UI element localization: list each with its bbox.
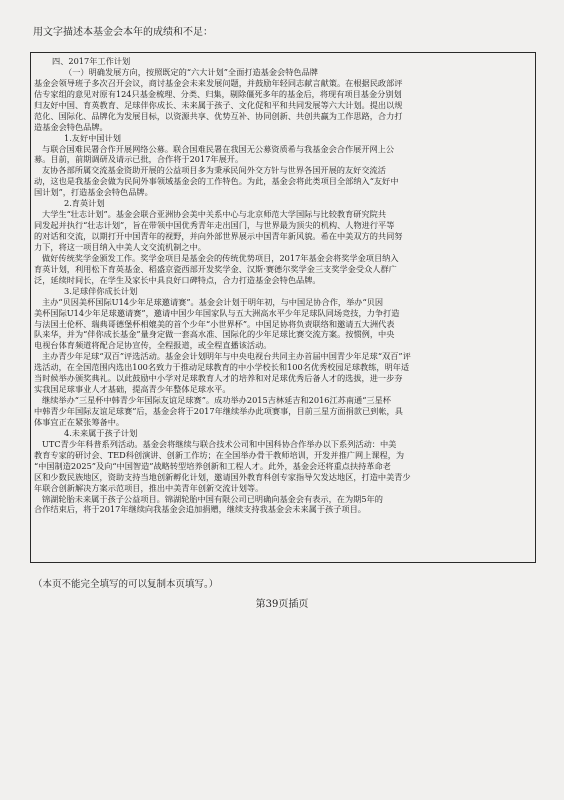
text-line: 当时候举办颁奖典礼。以此鼓励中小学对足球教育人才的培养和对足球优秀后备人才的选拔，进一步夯	[34, 373, 403, 384]
text-line: 做好传统奖学金颁发工作。奖学金项目是基金会的传统优势项目，2017年基金会将奖学金项目纳入	[42, 252, 399, 263]
text-line: 友协各部所属交流基金资助开展的公益项目多为秉承民间外交方针与世界各国开展的友好交流活	[42, 165, 386, 176]
text-line: 国计划”，打造基金会特色品牌。	[34, 187, 153, 198]
text-line: 四、2017年工作计划	[52, 56, 131, 66]
text-line: 3.足球伴你成长计划	[64, 285, 138, 296]
page-number: 第39页插页	[255, 599, 309, 610]
text-line: 电视台体育频道将配合足协宣传，全程报道，或全程直播该活动。	[34, 340, 272, 351]
text-line: 造基金会特色品牌。	[34, 121, 108, 132]
text-line: 大学生“壮志计划”。基金会联合亚洲协会美中关系中心与北京师范大学国际与比较教育研究院共	[42, 209, 387, 220]
text-line: 实我国足球事业人才基础，提高青少年整体足球水平。	[34, 384, 231, 395]
text-line: （一）明确发展方向，按照既定的“六大计划”全面打造基金会特色品牌	[64, 66, 318, 77]
text-line: 与法国土伦杯、瑞典哥德堡杯相媲美的首个少年“小世界杯”。中国足协将负责联络和邀请五大洲代表	[34, 318, 395, 329]
text-line: 泛，延续时间长，在学生及家长中具良好口碑特点，合力打造基金会特色品牌。	[34, 274, 321, 285]
text-line: 体事宜正在紧张筹备中。	[34, 416, 125, 427]
text-line: 美杯国际U14少年足球邀请赛”，邀请中国少年国家队与五大洲高水平少年足球队同场竞技，力争打造	[34, 307, 400, 318]
intro-text: 用文字描述本基金会本年的成绩和不足：	[33, 27, 213, 38]
text-line: 同发起并执行“壮志计划”，旨在带领中国优秀青年走出国门，与世界最为顶尖的机构、人物进行平等	[34, 220, 395, 231]
text-line: 募。目前，前期调研及请示已批，合作将于2017年展开。	[34, 154, 244, 165]
text-line: 力下，将这一项目纳入中美人文交流机制之中。	[34, 241, 206, 252]
text-line: 归友好中国、育英教育、足球伴你成长、未来属于孩子、文化促和平和共同发展等六大计划。提出以规	[34, 99, 403, 110]
work-plan-content	[34, 56, 532, 515]
footnote: （本页不能完全填写的可以复制本页填写。）	[33, 579, 219, 590]
text-line: 估专家组的意见对原有124只基金梳理、分类、归集，剔除僵死多年的基金后，将现有项目基金分别划	[34, 88, 402, 99]
text-line: 2.育英计划	[64, 198, 105, 209]
text-line: 队来华，并为“伴你成长基金”量身定做一套高水准、国际化的少年足球比赛交流方案。按惯例，中央	[34, 329, 395, 340]
text-line: 教育专家的研讨会、TED科创演讲、创新工作坊；在全国举办骨干教师培训，开发并推广网上课程，为	[34, 449, 405, 460]
text-line: 区和少数民族地区，资助支持当地创新孵化计划，邀请国外教育科创专家指导欠发达地区，打造中美青少	[34, 471, 411, 482]
text-line: 年联合创新解决方案示范项目，推出中美青年创新交流计划等。	[34, 482, 264, 493]
text-line: 中韩青少年国际友谊足球赛”后，基金会将于2017年继续举办此项赛事，目前三星方面捐款已到帐，具	[34, 406, 403, 416]
text-line: 的对话和交流，以期打开中国青年的视野，并向外部世界展示中国青年新风貌。希在中美双方的共同努	[34, 231, 403, 241]
text-line: 范化、国际化、品牌化为发展目标，以资源共享、优势互补、协同创新、共创共赢为工作思路，合力打	[34, 110, 403, 121]
text-line: 继续举办“三星杯中韩青少年国际友谊足球赛”。成功举办2015吉林延吉和2016江苏南通“三星杯	[42, 395, 391, 406]
text-line: 合作结束后，将于2017年继续向我基金会追加捐赠，继续支持我基金会未来属于孩子项目。	[34, 504, 366, 515]
text-line: UTC青少年科普系列活动。基金会将继续与联合技术公司和中国科协合作举办以下系列活动：中美	[42, 438, 397, 449]
text-line: 锦湖轮胎未来属于孩子公益项目。锦湖轮胎中国有限公司已明确向基金会有表示，在为期5年的	[42, 493, 383, 504]
text-line: 育英计划，利用松下育英基金、稻盛京瓷西部开发奖学金、汉斯·赛德尔奖学金三支奖学金受众人群广	[34, 263, 397, 274]
text-line: 主办青少年足球“双百”评选活动。基金会计划明年与中央电视台共同主办首届中国青少年足球“双百”评	[42, 351, 411, 362]
text-line: “中国制造2025”及向“中国智造”战略转型培养创新和工程人才。此外，基金会还将重点扶持革命老	[34, 460, 391, 471]
text-line: 主办“贝因美杯国际U14少年足球邀请赛”。基金会计划于明年初，与中国足协合作，举办“贝因	[42, 296, 384, 307]
text-line: 1.友好中国计划	[64, 132, 121, 143]
text-line: 动，这也是我基金会做为民间外事领域基金会的工作特色。为此，基金会将此类项目全部纳入“友好中	[34, 176, 399, 187]
text-line: 与联合国难民署合作开展网络公募。联合国难民署在我国无公募资质希与我基金会合作展开网上公	[42, 143, 395, 154]
text-line: 选活动，在全国范围内选出100名致力于推动足球教育的中小学校长和100名优秀校园足球教练，明年适	[34, 362, 410, 373]
text-line: 4.未来属于孩子计划	[64, 427, 138, 438]
text-line: 基金会领导班子多次召开会议，商讨基金会未来发展问题，并鼓励年轻同志献言献策。在根据民政部评	[34, 77, 403, 88]
